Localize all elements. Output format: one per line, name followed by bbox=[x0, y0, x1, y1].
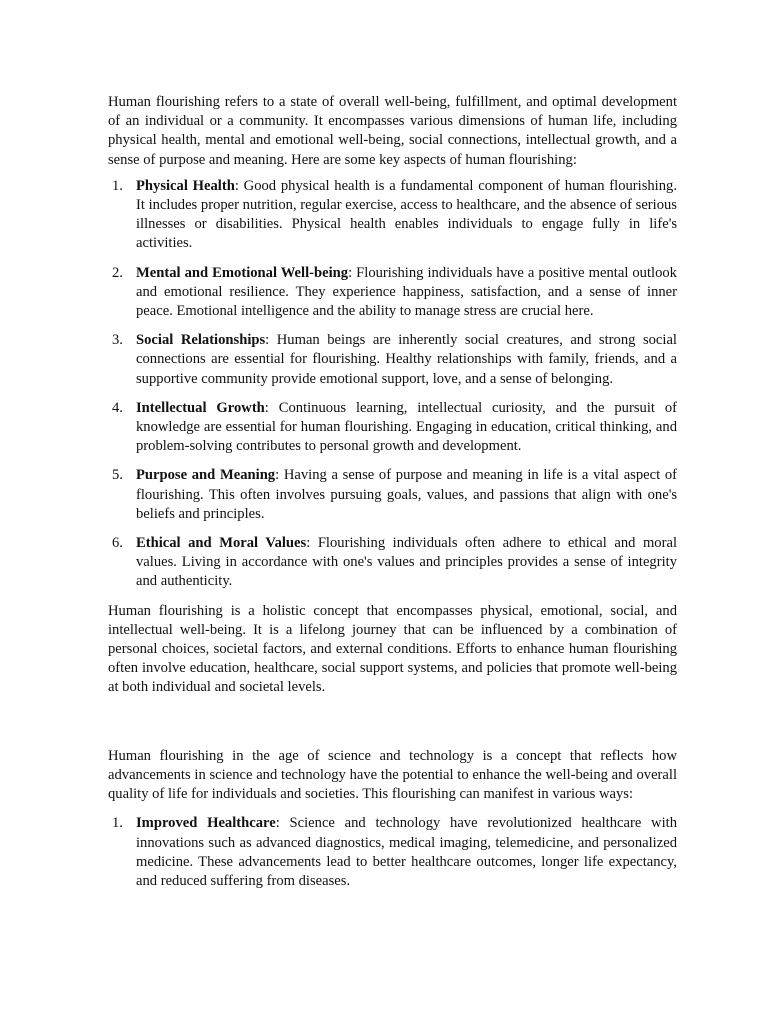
list-number: 2. bbox=[112, 264, 123, 281]
list-item bbox=[108, 399, 677, 457]
list-number: 4. bbox=[112, 399, 123, 416]
list-item-title: Improved Healthcare bbox=[136, 815, 276, 832]
list-number: 5. bbox=[112, 467, 123, 484]
list-number: 3. bbox=[112, 332, 123, 349]
section2-list bbox=[108, 814, 677, 891]
list-item-text: : Having a sense of purpose and meaning in life is a vital aspect of flourishing. This often involves pursuing goals, values, and passions that align with one's beliefs and principles. bbox=[136, 467, 677, 522]
list-item bbox=[108, 466, 677, 524]
list-item-text: : Human beings are inherently social creatures, and strong social connections are essential for flourishing. Healthy relationships with family, friends, and a supportive community provide emotional support, love, and a sense of belonging. bbox=[136, 332, 677, 387]
list-item-text: : Good physical health is a fundamental component of human flourishing. It includes proper nutrition, regular exercise, access to healthcare, and the absence of serious illnesses or disabilities. Physical health enables individuals to engage fully in life's activities. bbox=[136, 177, 677, 252]
list-item-title: Intellectual Growth bbox=[136, 399, 265, 416]
list-item-text: : Continuous learning, intellectual curiosity, and the pursuit of knowledge are essential for human flourishing. Engaging in education, critical thinking, and problem-solving contributes to personal growth and development. bbox=[136, 399, 677, 455]
section2-intro: Human flourishing in the age of science and technology is a concept that reflects how advancements in science and technology have the potential to enhance the well-being and overall quality of life for individuals and societies. This flourishing can manifest in various ways: bbox=[108, 747, 677, 803]
list-item-title: Social Relationships bbox=[136, 332, 266, 349]
section1-list bbox=[108, 177, 677, 592]
list-number: 1. bbox=[112, 815, 123, 832]
list-item-title: Ethical and Moral Values bbox=[136, 535, 307, 552]
section1-conclusion: Human flourishing is a holistic concept that encompasses physical, emotional, social, and intellectual well-being. It is a lifelong journey that can be influenced by a combination of personal choices, societal factors, and external conditions. Efforts to enhance human flourishing often involve education, healthcare, social support systems, and policies that promote well-being at both individual and societal levels. bbox=[108, 602, 677, 696]
list-item-text: : Flourishing individuals have a positive mental outlook and emotional resilience. They experience happiness, satisfaction, and a sense of inner peace. Emotional intelligence and the ability to manage stress are crucial here. bbox=[136, 264, 677, 320]
list-item-text: : Science and technology have revolutionized healthcare with innovations such as advanced diagnostics, medical imaging, telemedicine, and personalized medicine. These advancements lead to better healthcare outcomes, longer life expectancy, and reduced suffering from diseases. bbox=[136, 815, 677, 889]
list-item-title: Purpose and Meaning bbox=[136, 467, 276, 484]
list-number: 6. bbox=[112, 535, 123, 552]
document-page bbox=[108, 93, 677, 901]
list-item bbox=[108, 331, 677, 389]
list-number: 1. bbox=[112, 177, 123, 194]
list-item bbox=[108, 814, 677, 891]
section1-intro: Human flourishing refers to a state of overall well-being, fulfillment, and optimal development of an individual or a community. It encompasses various dimensions of human life, including physical health, mental and emotional well-being, social connections, intellectual growth, and a sense of purpose and meaning. Here are some key aspects of human flourishing: bbox=[108, 94, 677, 168]
list-item bbox=[108, 264, 677, 322]
section-spacer bbox=[108, 698, 677, 747]
list-item bbox=[108, 177, 677, 254]
list-item bbox=[108, 534, 677, 592]
list-item-title: Mental and Emotional Well-being bbox=[136, 264, 349, 281]
list-item-text: : Flourishing individuals often adhere to ethical and moral values. Living in accordance with one's values and principles provides a sense of integrity and authenticity. bbox=[136, 535, 677, 590]
list-item-title: Physical Health bbox=[136, 177, 235, 194]
